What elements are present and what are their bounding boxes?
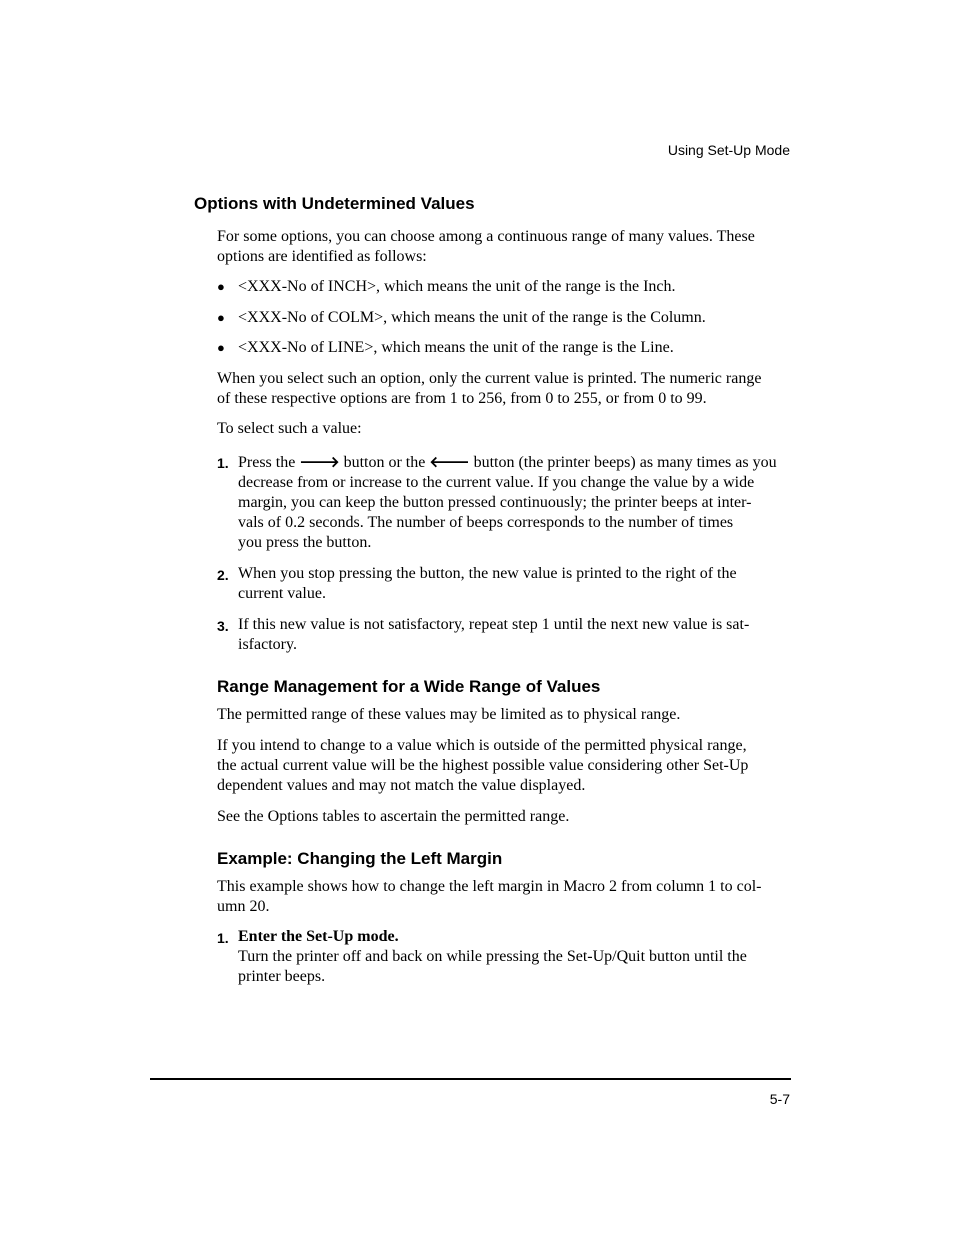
step-title: Enter the Set-Up mode. bbox=[238, 928, 399, 945]
intro-paragraph bbox=[217, 227, 791, 267]
bullet-icon: ● bbox=[217, 310, 225, 325]
example-paragraph bbox=[217, 877, 791, 917]
range-paragraph bbox=[217, 369, 791, 409]
section-heading-range-management: Range Management for a Wide Range of Values bbox=[217, 677, 601, 696]
text-line: umn 20. bbox=[217, 898, 270, 915]
outside-range-paragraph bbox=[217, 736, 791, 796]
step-number: 3. bbox=[217, 618, 229, 634]
section-heading-example: Example: Changing the Left Margin bbox=[217, 849, 503, 868]
text-line: For some options, you can choose among a continuous range of many values. These bbox=[217, 228, 755, 245]
text-line: Press the 🡒 button or the 🡐 button (the printer beeps) as many times as you bbox=[238, 453, 777, 471]
text-line: isfactory. bbox=[238, 636, 297, 653]
text-line: When you select such an option, only the current value is printed. The numeric range bbox=[217, 370, 762, 387]
text-line: of these respective options are from 1 to 256, from 0 to 255, or from 0 to 99. bbox=[217, 390, 707, 407]
step-number: 2. bbox=[217, 567, 229, 583]
text-line: Turn the printer off and back on while pressing the Set-Up/Quit button until the bbox=[238, 948, 747, 965]
text-line: If this new value is not satisfactory, repeat step 1 until the next new value is sat- bbox=[238, 616, 750, 633]
bullet-text: <XXX-No of COLM>, which means the unit of the range is the Column. bbox=[238, 309, 706, 326]
text-line: If you intend to change to a value which is outside of the permitted physical range, bbox=[217, 737, 747, 754]
bullet-icon: ● bbox=[217, 279, 225, 294]
step-text bbox=[238, 927, 791, 987]
arrow-left-icon: 🡐 bbox=[429, 453, 470, 471]
step-text bbox=[238, 564, 791, 604]
bullet-text: <XXX-No of LINE>, which means the unit of the range is the Line. bbox=[238, 339, 674, 356]
step-text bbox=[238, 452, 791, 553]
text-line: printer beeps. bbox=[238, 968, 326, 985]
text-line: decrease from or increase to the current value. If you change the value by a wide bbox=[238, 474, 755, 491]
text-line: dependent values and may not match the value displayed. bbox=[217, 777, 586, 794]
options-tables-paragraph: See the Options tables to ascertain the permitted range. bbox=[217, 808, 570, 825]
text-line: When you stop pressing the button, the new value is printed to the right of the bbox=[238, 565, 737, 582]
section-heading-undetermined-values: Options with Undetermined Values bbox=[194, 194, 475, 213]
text-line: the actual current value will be the highest possible value considering other Set-Up bbox=[217, 757, 749, 774]
text-line: This example shows how to change the left margin in Macro 2 from column 1 to col- bbox=[217, 878, 762, 895]
step-number: 1. bbox=[217, 455, 229, 471]
text-line: options are identified as follows: bbox=[217, 248, 427, 265]
arrow-right-icon: 🡒 bbox=[299, 453, 340, 471]
running-header: Using Set-Up Mode bbox=[667, 142, 790, 158]
bullet-text: <XXX-No of INCH>, which means the unit of the range is the Inch. bbox=[238, 278, 676, 295]
bullet-icon: ● bbox=[217, 340, 225, 355]
text-line: margin, you can keep the button pressed continuously; the printer beeps at inter- bbox=[238, 494, 752, 511]
step-number: 1. bbox=[217, 930, 229, 946]
text-line: you press the button. bbox=[238, 534, 372, 551]
page-number: 5-7 bbox=[769, 1091, 790, 1107]
select-intro: To select such a value: bbox=[217, 420, 362, 437]
text-line: vals of 0.2 seconds. The number of beeps corresponds to the number of times bbox=[238, 514, 734, 531]
footer-rule bbox=[150, 1078, 791, 1080]
step-text bbox=[238, 615, 791, 655]
text-line: current value. bbox=[238, 585, 326, 602]
range-limit-paragraph: The permitted range of these values may be limited as to physical range. bbox=[217, 706, 681, 723]
